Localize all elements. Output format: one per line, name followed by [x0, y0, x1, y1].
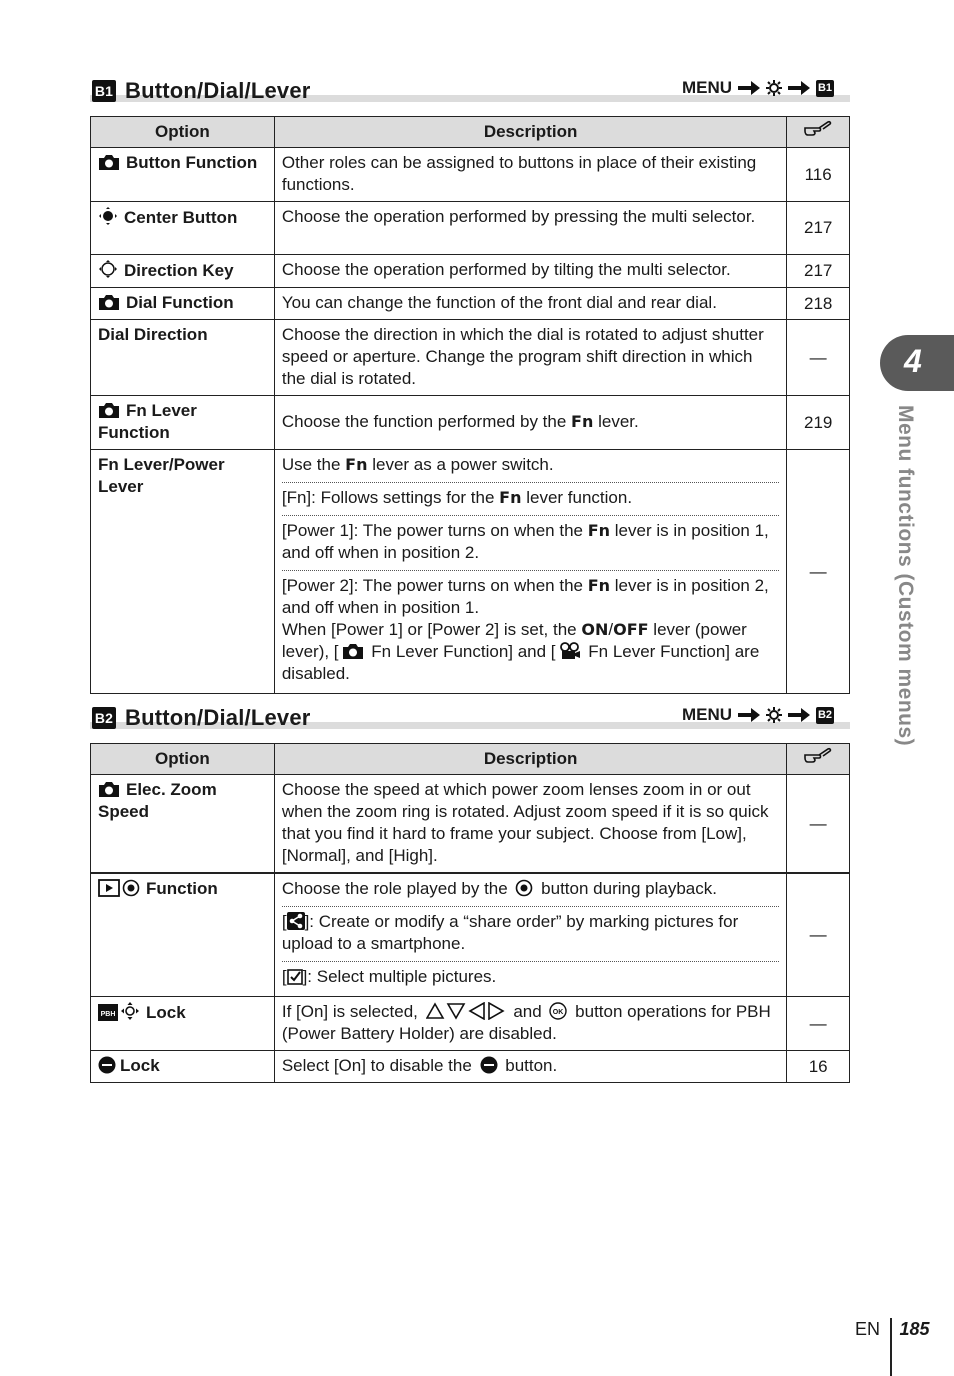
- section-header-b2: [90, 699, 850, 729]
- page-cell: —: [787, 775, 850, 874]
- option-cell: [91, 255, 275, 288]
- table-row: [91, 396, 850, 450]
- option-cell: [91, 320, 275, 396]
- description-cell: Choose the speed at which power zoom lenses zoom in or out when the zoom ring is rotated. Adjust zoom speed if it is so quick that you find it hard to frame your subject. Choose from [Low], [Normal], and [High].: [274, 775, 787, 874]
- description-header: Description: [274, 117, 787, 148]
- option-label: Center Button: [124, 208, 238, 227]
- description-text: ]: Create or modify a “share order” by marking pictures for upload to a smartphone.: [281, 912, 739, 953]
- description-cell: [274, 450, 787, 694]
- arrow-keys-icon: [426, 1002, 506, 1020]
- option-cell: [91, 202, 275, 255]
- fn-label: Fn: [587, 521, 611, 540]
- camera-icon: [342, 642, 364, 660]
- section-title: [92, 78, 311, 104]
- description-text: lever.: [593, 412, 639, 431]
- description-text: Use the: [281, 455, 346, 474]
- description-header: Description: [274, 744, 787, 775]
- description-text: Fn Lever Function] are disabled.: [281, 642, 760, 683]
- description-text: Select [On] to disable the: [281, 1056, 477, 1075]
- page-footer: [855, 1300, 930, 1358]
- option-cell: [91, 288, 275, 320]
- description-text: button operations for PBH (Power Battery Holder) are disabled.: [281, 1002, 771, 1043]
- section-title: [92, 705, 311, 731]
- multi-selector-direction-icon: [120, 1001, 140, 1021]
- fn-label: Fn: [345, 455, 368, 474]
- table-row: [91, 450, 850, 694]
- table-row: [91, 320, 850, 396]
- option-label: Dial Function: [126, 293, 234, 312]
- menu-path: [682, 78, 834, 98]
- fn-label: Fn: [571, 412, 594, 431]
- description-item: [282, 874, 780, 907]
- description-text: lever (power lever), [: [281, 620, 747, 661]
- table-row: [91, 1051, 850, 1083]
- option-label: Fn Lever/Power Lever: [98, 455, 225, 496]
- description-cell: Other roles can be assigned to buttons in place of their existing functions.: [274, 148, 787, 202]
- b2-icon: B2: [816, 707, 834, 724]
- pbh-icon: [98, 1004, 118, 1021]
- table-header-row: [91, 117, 850, 148]
- option-label: Dial Direction: [98, 325, 208, 344]
- description-cell: [274, 396, 787, 450]
- b1-icon: B1: [92, 80, 116, 102]
- page-cell: 16: [787, 1051, 850, 1083]
- option-cell: [91, 873, 275, 997]
- language-label: EN: [855, 1318, 881, 1339]
- multi-selector-direction-icon: [98, 259, 118, 279]
- fn-label: Fn: [499, 488, 522, 507]
- b2-table: [90, 743, 850, 1083]
- multi-selector-center-icon: [98, 206, 118, 226]
- description-text: lever function.: [521, 488, 633, 507]
- table-header-row: [91, 744, 850, 775]
- option-label: Fn Lever Function: [98, 401, 197, 442]
- description-text: [: [281, 967, 287, 986]
- page-cell: —: [787, 873, 850, 997]
- page-cell: —: [787, 997, 850, 1051]
- svg-text:OK: OK: [553, 1009, 564, 1016]
- description-text: and: [508, 1002, 547, 1021]
- option-header: Option: [91, 117, 275, 148]
- on-label: ON: [581, 620, 609, 639]
- option-cell: [91, 450, 275, 694]
- table-row: [91, 255, 850, 288]
- table-row: [91, 202, 850, 255]
- page-cell: 217: [787, 255, 850, 288]
- description-text: [: [281, 912, 287, 931]
- option-label: Lock: [120, 1056, 160, 1075]
- table-row: [91, 148, 850, 202]
- chapter-tab: [880, 335, 954, 391]
- arrow-right-icon: [738, 707, 760, 723]
- lock-button-icon: [480, 1056, 498, 1074]
- option-label: Button Function: [126, 153, 258, 172]
- description-text: lever as a power switch.: [367, 455, 554, 474]
- camera-icon: [98, 401, 120, 419]
- description-text: ]: Select multiple pictures.: [302, 967, 497, 986]
- page-cell: 218: [787, 288, 850, 320]
- section-title-text: Button/Dial/Lever: [125, 78, 311, 103]
- option-label: Lock: [146, 1003, 186, 1022]
- svg-text:PBH: PBH: [100, 1011, 116, 1018]
- description-text: lever is in position 2, and off when in position 1.: [281, 576, 769, 617]
- chapter-number: 4: [904, 343, 922, 379]
- table-row: [91, 997, 850, 1051]
- off-label: OFF: [613, 620, 649, 639]
- arrow-right-icon: [788, 80, 810, 96]
- description-text: Choose the function performed by the: [281, 412, 572, 431]
- share-icon: [287, 912, 305, 930]
- description-cell: [274, 997, 787, 1051]
- option-label: Elec. Zoom Speed: [98, 780, 217, 821]
- page-cell: —: [787, 450, 850, 694]
- fn-label: Fn: [587, 576, 611, 595]
- multi-selector-center-icon: [515, 879, 533, 897]
- b1-table: [90, 116, 850, 694]
- description-text: lever is in position 1, and off when in position 2.: [281, 521, 769, 562]
- description-text: button during playback.: [536, 879, 717, 898]
- chapter-label: Menu functions (Custom menus): [894, 405, 917, 747]
- description-item: [282, 450, 780, 483]
- playback-icon: [98, 879, 120, 897]
- description-text: [Power 2]: The power turns on when the: [281, 576, 588, 595]
- page-header: [787, 744, 850, 775]
- option-label: Direction Key: [124, 261, 234, 280]
- description-item: [282, 962, 780, 994]
- description-cell: You can change the function of the front dial and rear dial.: [274, 288, 787, 320]
- page-cell: —: [787, 320, 850, 396]
- gear-icon: [766, 707, 782, 723]
- camera-icon: [98, 780, 120, 798]
- option-cell: [91, 997, 275, 1051]
- checkbox-icon: [287, 969, 303, 985]
- ok-button-icon: [549, 1002, 567, 1020]
- movie-camera-icon: [559, 642, 581, 660]
- page-cell: 217: [787, 202, 850, 255]
- page-cell: 116: [787, 148, 850, 202]
- option-cell: [91, 775, 275, 874]
- option-cell: [91, 396, 275, 450]
- slash: /: [608, 620, 614, 639]
- page-cell: 219: [787, 396, 850, 450]
- b1-icon: B1: [816, 80, 834, 97]
- table-row: [91, 873, 850, 997]
- description-cell: Choose the operation performed by pressing the multi selector.: [274, 202, 787, 255]
- description-cell: [274, 873, 787, 997]
- menu-path: [682, 705, 834, 725]
- description-text: If [On] is selected,: [281, 1002, 423, 1021]
- b2-icon: B2: [92, 707, 116, 729]
- description-item: [282, 483, 780, 516]
- description-text: Choose the role played by the: [281, 879, 513, 898]
- gear-icon: [766, 80, 782, 96]
- description-text: Fn Lever Function] and [: [366, 642, 556, 661]
- camera-icon: [98, 153, 120, 171]
- camera-icon: [98, 293, 120, 311]
- description-cell: [274, 1051, 787, 1083]
- description-text: button.: [500, 1056, 558, 1075]
- description-item: [282, 571, 780, 691]
- description-item: [282, 516, 780, 571]
- option-header: Option: [91, 744, 275, 775]
- page-reference-icon: [804, 120, 832, 138]
- footer-divider: [890, 1318, 892, 1376]
- lock-button-icon: [98, 1056, 116, 1074]
- description-text: [Fn]: Follows settings for the: [281, 488, 500, 507]
- page-header: [787, 117, 850, 148]
- multi-selector-center-icon: [122, 879, 140, 897]
- arrow-right-icon: [738, 80, 760, 96]
- table-row: [91, 288, 850, 320]
- option-cell: [91, 1051, 275, 1083]
- arrow-right-icon: [788, 707, 810, 723]
- description-cell: Choose the operation performed by tilting the multi selector.: [274, 255, 787, 288]
- description-cell: Choose the direction in which the dial is rotated to adjust shutter speed or aperture. Change the program shift direction in which the dial is rotated.: [274, 320, 787, 396]
- menu-label: MENU: [681, 705, 732, 724]
- section-header-b1: [90, 72, 850, 102]
- page-reference-icon: [804, 747, 832, 765]
- page-number: 185: [899, 1318, 930, 1339]
- description-item: [282, 907, 780, 962]
- table-row: [91, 775, 850, 874]
- section-title-text: Button/Dial/Lever: [125, 705, 311, 730]
- description-text: When [Power 1] or [Power 2] is set, the: [281, 620, 582, 639]
- description-text: [Power 1]: The power turns on when the: [281, 521, 588, 540]
- menu-label: MENU: [681, 78, 732, 97]
- option-label: Function: [146, 879, 218, 898]
- option-cell: [91, 148, 275, 202]
